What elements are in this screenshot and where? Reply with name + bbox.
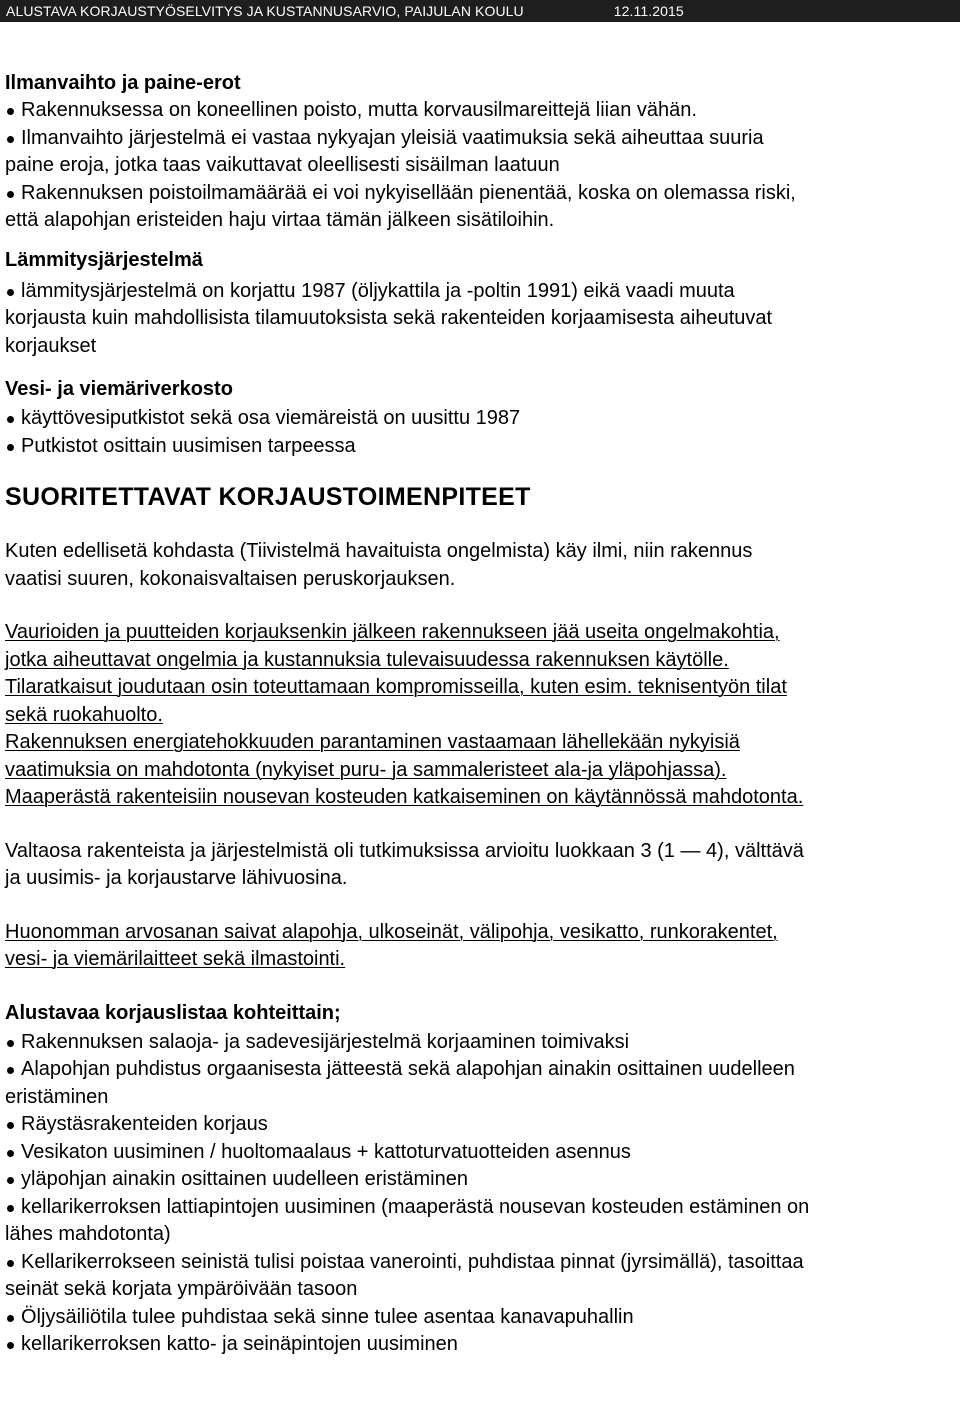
underlined-line: vaatimuksia on mahdotonta (nykyiset puru- ja sammaleristeet ala-ja yläpohjassa). xyxy=(5,758,727,781)
list-item: Rakennuksen poistoilmamäärää ei voi nykyisellään pienentää, koska on olemassa riski, xyxy=(5,180,954,208)
underlined-line: Maaperästä rakenteisiin nousevan kosteuden katkaiseminen on käytännössä mahdotonta. xyxy=(5,786,804,808)
list-item-continuation: korjaukset xyxy=(5,334,97,357)
lammitys-list xyxy=(5,278,954,306)
intro-paragraph-line: Kuten edellisetä kohdasta (Tiivistelmä havaituista ongelmista) käy ilmi, niin rakennus xyxy=(5,540,753,562)
list-item-continuation: että alapohjan eristeiden haju virtaa tämän jälkeen sisätiloihin. xyxy=(5,209,555,231)
list-item-continuation: lähes mahdotonta) xyxy=(5,1223,171,1245)
underlined-line: Tilaratkaisut joudutaan osin toteuttamaan kompromisseilla, kuten esim. teknisentyön tilat xyxy=(5,676,787,698)
list-item: kellarikerroksen lattiapintojen uusiminen (maaperästä nousevan kosteuden estäminen on xyxy=(5,1194,954,1222)
section-heading-lammitys: Lämmitysjärjestelmä xyxy=(5,248,203,271)
list-item: Rakennuksessa on koneellinen poisto, mutta korvausilmareittejä liian vähän. xyxy=(5,97,954,125)
list-item-continuation: korjausta kuin mahdollisista tilamuutoksista sekä rakenteiden korjaamisesta aiheutuvat xyxy=(5,307,773,329)
huonomman-line: Huonomman arvosanan saivat alapohja, ulkoseinät, välipohja, vesikatto, runkorakentet, xyxy=(5,920,778,943)
list-item: Räystäsrakenteiden korjaus xyxy=(5,1111,954,1139)
header-date: 12.11.2015 xyxy=(613,3,684,19)
list-item: kellarikerroksen katto- ja seinäpintojen uusiminen xyxy=(5,1331,954,1359)
section-heading-ilmanvaihto: Ilmanvaihto ja paine-erot xyxy=(5,72,241,94)
page-title: SUORITETTAVAT KORJAUSTOIMENPITEET xyxy=(5,483,531,511)
underlined-line: jotka aiheuttavat ongelmia ja kustannuksia tulevaisuudessa rakennuksen käytölle. xyxy=(5,648,729,671)
korjauslista-list xyxy=(5,1029,954,1359)
list-item: Rakennuksen salaoja- ja sadevesijärjestelmä korjaaminen toimivaksi xyxy=(5,1029,954,1057)
underlined-line: Vaurioiden ja puutteiden korjauksenkin jälkeen rakennukseen jää useita ongelmakohtia, xyxy=(5,621,780,643)
list-item-continuation: seinät sekä korjata ympäröivään tasoon xyxy=(5,1278,358,1300)
section-heading-korjauslista: Alustavaa korjauslistaa kohteittain; xyxy=(5,1001,341,1024)
list-item-continuation: eristäminen xyxy=(5,1085,109,1108)
underlined-line: Rakennuksen energiatehokkuuden parantaminen vastaamaan lähellekään nykyisiä xyxy=(5,731,740,753)
header-title: ALUSTAVA KORJAUSTYÖSELVITYS JA KUSTANNUSARVIO, PAIJULAN KOULU xyxy=(6,3,524,19)
list-item: Vesikaton uusiminen / huoltomaalaus + kattoturvatuotteiden asennus xyxy=(5,1139,954,1167)
underlined-line: sekä ruokahuolto. xyxy=(5,703,163,726)
page-header xyxy=(0,0,960,22)
list-item: Öljysäiliötila tulee puhdistaa sekä sinne tulee asentaa kanavapuhallin xyxy=(5,1304,954,1332)
list-item: yläpohjan ainakin osittainen uudelleen eristäminen xyxy=(5,1166,954,1194)
valtaosa-paragraph-line: Valtaosa rakenteista ja järjestelmistä oli tutkimuksissa arvioitu luokkaan 3 (1 — 4), välttävä xyxy=(5,839,804,862)
intro-paragraph-line: vaatisi suuren, kokonaisvaltaisen peruskorjauksen. xyxy=(5,567,456,590)
huonomman-line: vesi- ja viemärilaitteet sekä ilmastointi. xyxy=(5,948,346,970)
list-item: Kellarikerrokseen seinistä tulisi poistaa vanerointi, puhdistaa pinnat (jyrsimällä), tasoittaa xyxy=(5,1249,954,1277)
list-item: Ilmanvaihto järjestelmä ei vastaa nykyajan yleisiä vaatimuksia sekä aiheuttaa suuria xyxy=(5,125,954,153)
list-item: Putkistot osittain uusimisen tarpeessa xyxy=(5,433,954,461)
vesi-list xyxy=(5,405,954,460)
ilmanvaihto-list xyxy=(5,97,954,152)
list-item: lämmitysjärjestelmä on korjattu 1987 (öljykattila ja -poltin 1991) eikä vaadi muuta xyxy=(5,278,954,306)
list-item: Alapohjan puhdistus orgaanisesta jätteestä sekä alapohjan ainakin osittainen uudelleen xyxy=(5,1056,954,1084)
list-item-continuation: paine eroja, jotka taas vaikuttavat oleellisesti sisäilman laatuun xyxy=(5,154,560,176)
valtaosa-paragraph-line: ja uusimis- ja korjaustarve lähivuosina. xyxy=(5,867,348,889)
section-heading-vesi: Vesi- ja viemäriverkosto xyxy=(5,378,233,400)
list-item: käyttövesiputkistot sekä osa viemäreistä on uusittu 1987 xyxy=(5,405,954,433)
